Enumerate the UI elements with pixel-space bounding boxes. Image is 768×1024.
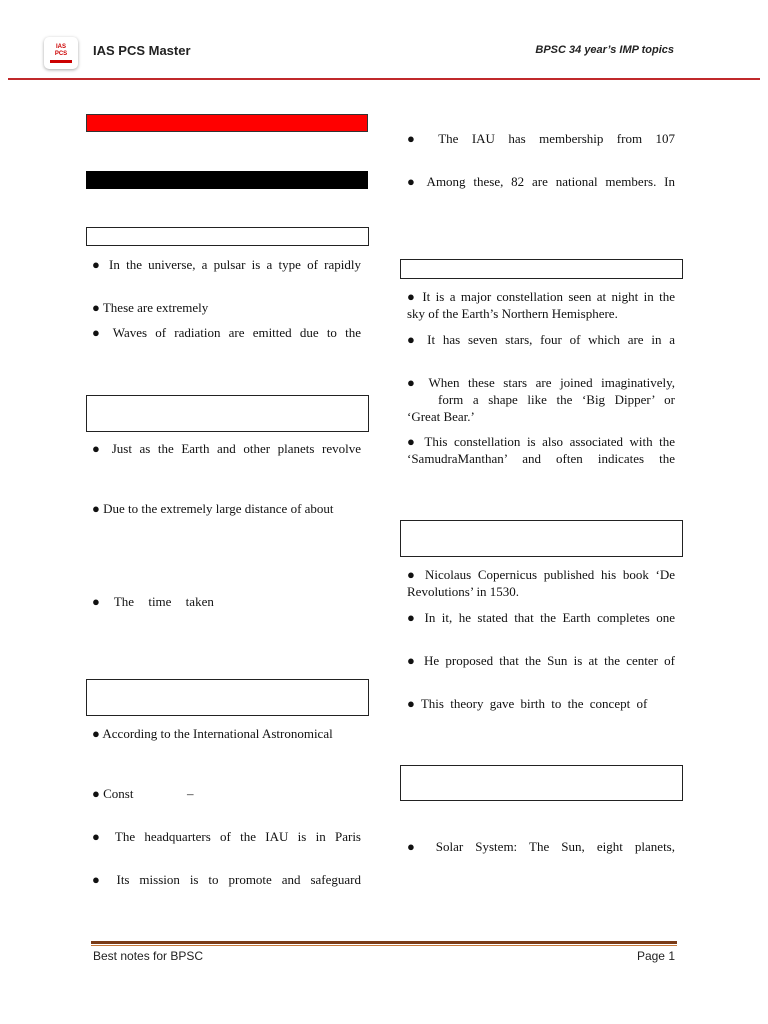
section2-bullet-2: ● Due to the extremely large distance of about	[92, 501, 334, 516]
constellation-bullet-3-line-3: ‘Great Bear.’	[407, 409, 475, 424]
logo-text-top: IAS	[55, 43, 66, 50]
footer-divider-accent	[91, 945, 677, 946]
copernicus-bullet-1-line-1: ● Nicolaus Copernicus published his book ‘De	[407, 567, 675, 582]
constellation-bullet-3-line-2: form a shape like the ‘Big Dipper’ or	[438, 392, 675, 407]
iau-bullet-4: ● Its mission is to promote and safeguard	[92, 872, 361, 887]
brand-name: IAS PCS Master	[93, 43, 191, 58]
iau-bullet-1: ● According to the International Astronomical	[92, 726, 333, 741]
pulsar-bullet-3: ● Waves of radiation are emitted due to the	[92, 325, 361, 340]
heading-box-pulsar	[86, 227, 369, 246]
iau-bullet-2: ● Const	[92, 786, 134, 801]
logo-text-bottom: PCS	[54, 50, 68, 57]
iau-bullet-3: ● The headquarters of the IAU is in Paris	[92, 829, 361, 844]
heading-box-3	[86, 679, 369, 716]
heading-box-copernicus	[400, 520, 683, 557]
footer-divider	[91, 941, 677, 944]
pulsar-bullet-1: ● In the universe, a pulsar is a type of rapidly	[92, 257, 361, 272]
constellation-bullet-3-line-1: ● When these stars are joined imaginatively,	[407, 375, 675, 390]
section2-bullet-3: ● The time taken	[92, 594, 214, 609]
page-number: Page 1	[636, 949, 675, 963]
iau-members-bullet: ● Among these, 82 are national members. In	[407, 174, 675, 189]
copernicus-bullet-4: ● This theory gave birth to the concept of	[407, 696, 648, 711]
logo-stripe	[50, 60, 72, 63]
header-divider	[8, 78, 760, 80]
header-topic-title: BPSC 34 year’s IMP topics	[535, 44, 674, 56]
constellation-bullet-1-line-1: ● It is a major constellation seen at night in the	[407, 289, 675, 304]
title-bar-red	[86, 114, 368, 132]
copernicus-bullet-1-line-2: Revolutions’ in 1530.	[407, 584, 520, 599]
constellation-bullet-2: ● It has seven stars, four of which are in a	[407, 332, 675, 347]
brand-logo	[44, 37, 78, 69]
constellation-bullet-4-line-2: ‘SamudraManthan’ and often indicates the	[407, 451, 675, 466]
copernicus-bullet-2: ● In it, he stated that the Earth completes one	[407, 610, 675, 625]
constellation-bullet-4-line-1: ● This constellation is also associated with the	[407, 434, 675, 449]
title-bar-black	[86, 171, 368, 189]
heading-box-2	[86, 395, 369, 432]
iau-bullet-2-dash: –	[187, 786, 194, 801]
section2-bullet-1: ● Just as the Earth and other planets revolve	[92, 441, 361, 456]
heading-box-constellation	[400, 259, 683, 279]
footer-note: Best notes for BPSC	[93, 949, 204, 963]
solar-system-bullet: ● Solar System: The Sun, eight planets,	[407, 839, 675, 854]
constellation-bullet-1-line-2: sky of the Earth’s Northern Hemisphere.	[407, 306, 618, 321]
copernicus-bullet-3: ● He proposed that the Sun is at the center of	[407, 653, 675, 668]
iau-membership-bullet: ● The IAU has membership from 107	[407, 131, 675, 146]
pulsar-bullet-2: ● These are extremely	[92, 300, 209, 315]
heading-box-solar-system	[400, 765, 683, 801]
